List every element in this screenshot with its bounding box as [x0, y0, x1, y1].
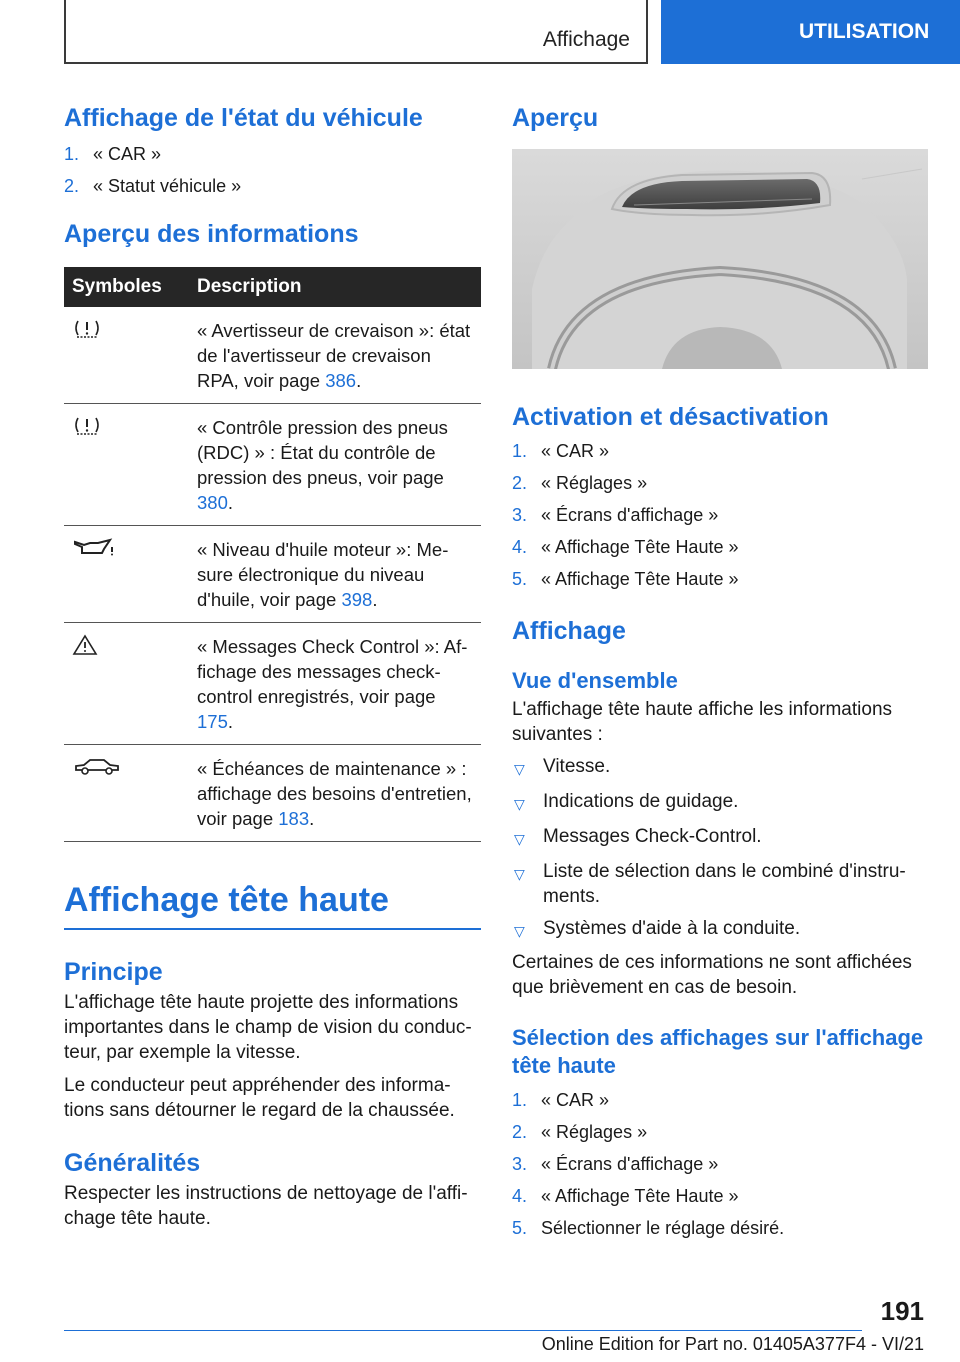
- heading-activation: Activation et désactivation: [512, 403, 829, 431]
- bullet-triangle-icon: ▽: [514, 761, 525, 777]
- table-row: [64, 526, 481, 623]
- oil-can-icon: [72, 540, 118, 561]
- list-item: [512, 789, 928, 817]
- row-description: « Contrôle pression des pneus (RDC) » : État du contrôle de pression des pneus, voir page 380.: [189, 404, 481, 526]
- page-link[interactable]: 183: [278, 808, 310, 829]
- heading-selection: Sélection des affichages sur l'affichage tête haute: [512, 1025, 924, 1078]
- step-number: 4.: [512, 537, 528, 557]
- chapter-label: UTILISATION: [799, 20, 930, 43]
- bullet-triangle-icon: ▽: [514, 796, 525, 812]
- page-link[interactable]: 386: [325, 370, 357, 391]
- heading-vehicle-state: Affichage de l'état du véhicule: [64, 104, 423, 132]
- header-chapter-tab: [661, 0, 960, 64]
- table-row: [64, 404, 481, 526]
- column-header-description: Description: [189, 267, 481, 307]
- step-number: 2.: [512, 1122, 528, 1142]
- warning-triangle-icon: [72, 639, 98, 660]
- selection-steps: [512, 1084, 928, 1244]
- step-number: 2.: [512, 473, 528, 493]
- list-item: [512, 754, 928, 782]
- bullet-text: Vitesse.: [543, 756, 611, 777]
- page-link[interactable]: 398: [341, 589, 373, 610]
- step-number: 1.: [64, 144, 80, 164]
- head-up-display-photo: [512, 149, 928, 369]
- bullet-text: Liste de sélection dans le combiné d'instruments.: [543, 861, 906, 907]
- heading-overview: Aperçu: [512, 104, 599, 132]
- symbols-table: [64, 267, 481, 842]
- row-description: « Niveau d'huile moteur »: Mesure électronique du niveau d'huile, voir page 398.: [189, 526, 481, 623]
- general-paragraph: Respecter les instructions de nettoyage de l'affichage tête haute.: [64, 1183, 468, 1229]
- table-row: [64, 307, 481, 404]
- tire-pressure-warning-icon: [72, 323, 102, 344]
- table-row: [64, 745, 481, 842]
- step-text: « Réglages »: [541, 473, 648, 493]
- step-number: 5.: [512, 1218, 528, 1238]
- step-text: « Statut véhicule »: [93, 176, 242, 196]
- list-item: [512, 435, 928, 467]
- step-number: 1.: [512, 1090, 528, 1110]
- list-item: [512, 1084, 928, 1116]
- row-description: « Messages Check Control »: Affichage des messages check-control enregistrés, voir page 175.: [189, 623, 481, 745]
- heading-info-overview: Aperçu des informations: [64, 220, 359, 248]
- column-header-symbols: Symboles: [64, 267, 189, 307]
- bullet-triangle-icon: ▽: [514, 866, 525, 882]
- step-text: « Affichage Tête Haute »: [541, 1186, 739, 1206]
- heading-rule: [64, 928, 481, 930]
- step-number: 2.: [64, 176, 80, 196]
- activation-steps: [512, 435, 928, 595]
- list-item: [64, 138, 481, 170]
- row-description: « Avertisseur de crevaison »: état de l'avertisseur de crevaison RPA, voir page 386.: [189, 307, 481, 404]
- table-row: [64, 623, 481, 745]
- footer-rule: [64, 1330, 862, 1331]
- bullet-triangle-icon: ▽: [514, 923, 525, 939]
- step-text: « CAR »: [93, 144, 162, 164]
- list-item: [512, 531, 928, 563]
- tire-pressure-monitor-icon: [72, 420, 102, 441]
- step-text: « CAR »: [541, 1090, 610, 1110]
- list-item: [512, 824, 928, 852]
- step-number: 4.: [512, 1186, 528, 1206]
- page-link[interactable]: 175: [197, 711, 228, 732]
- step-number: 3.: [512, 1154, 528, 1174]
- list-item: [512, 859, 928, 909]
- list-item: [512, 1148, 928, 1180]
- step-text: « Réglages »: [541, 1122, 648, 1142]
- step-number: 5.: [512, 569, 528, 589]
- info-bullets: [512, 754, 928, 944]
- list-item: [512, 1116, 928, 1148]
- page-number: 191: [880, 1296, 924, 1326]
- bullet-triangle-icon: ▽: [514, 831, 525, 847]
- list-item: [512, 467, 928, 499]
- list-item: [64, 170, 481, 202]
- page-link[interactable]: 380: [197, 492, 228, 513]
- car-service-icon: [72, 759, 122, 780]
- principle-paragraph-1: L'affichage tête haute projette des informations importantes dans le champ de vision du conducteur, par exemple la vitesse.: [64, 992, 472, 1063]
- state-steps: [64, 138, 481, 202]
- list-item: [512, 1212, 928, 1244]
- heading-display: Affichage: [512, 617, 626, 645]
- bullet-text: Systèmes d'aide à la conduite.: [543, 918, 801, 939]
- heading-general: Généralités: [64, 1149, 201, 1177]
- header-section-title: Affichage: [542, 28, 630, 51]
- bullet-text: Messages Check-Control.: [543, 826, 762, 847]
- edition-text: Online Edition for Part no. 01405A377F4 - VI/21: [541, 1334, 924, 1354]
- left-column: [64, 100, 481, 1231]
- right-column: [512, 100, 928, 1244]
- heading-general-view: Vue d'ensemble: [512, 668, 678, 693]
- note-paragraph: Certaines de ces informations ne sont affichées que brièvement en cas de besoin.: [512, 952, 912, 998]
- step-text: « CAR »: [541, 441, 610, 461]
- heading-principle: Principe: [64, 958, 163, 986]
- step-text: Sélectionner le réglage désiré.: [541, 1218, 785, 1238]
- list-item: [512, 499, 928, 531]
- step-text: « Affichage Tête Haute »: [541, 537, 739, 557]
- list-item: [512, 563, 928, 595]
- heading-head-up-display: Affichage tête haute: [64, 881, 389, 919]
- list-item: [512, 916, 928, 944]
- bullet-text: Indications de guidage.: [543, 791, 739, 812]
- overview-paragraph: L'affichage tête haute affiche les informations suivantes :: [512, 699, 893, 745]
- step-text: « Écrans d'affichage »: [541, 505, 719, 525]
- step-text: « Écrans d'affichage »: [541, 1154, 719, 1174]
- step-text: « Affichage Tête Haute »: [541, 569, 739, 589]
- step-number: 3.: [512, 505, 528, 525]
- list-item: [512, 1180, 928, 1212]
- principle-paragraph-2: Le conducteur peut appréhender des informations sans détourner le regard de la chaussée.: [64, 1075, 455, 1121]
- row-description: « Échéances de maintenance » : affichage des besoins d'entretien, voir page 183.: [189, 745, 481, 842]
- step-number: 1.: [512, 441, 528, 461]
